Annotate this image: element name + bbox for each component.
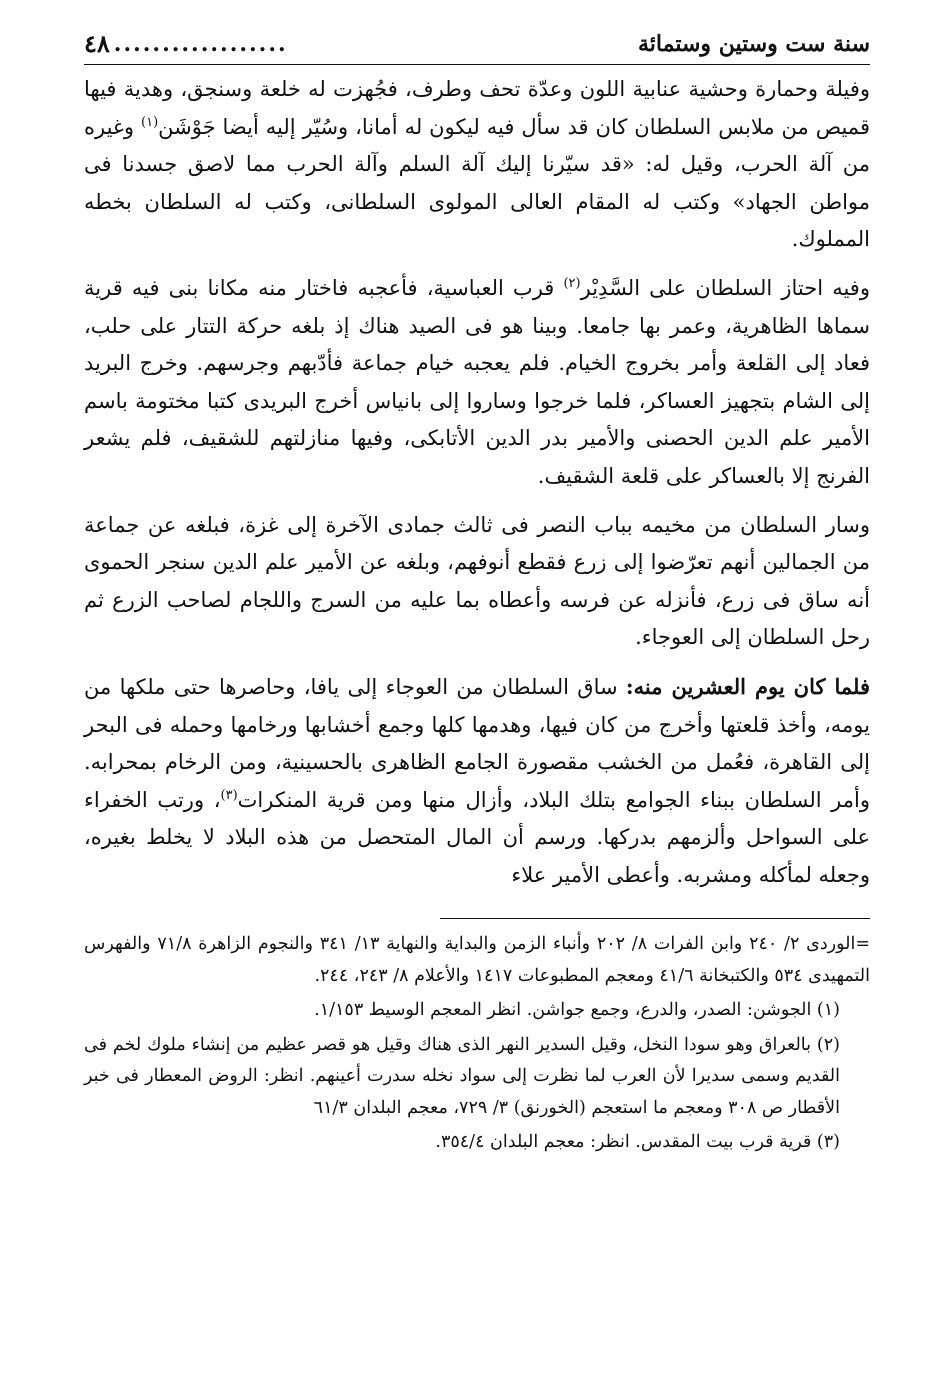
- paragraph-text: وفيه احتاز السلطان على السَّدِيْر: [580, 275, 870, 300]
- footnote-3: (٣) قرية قرب بيت المقدس. انظر: معجم البلدان ٣٥٤/٤.: [435, 1132, 840, 1153]
- leader-dots: ..................: [113, 31, 288, 57]
- paragraph-text: قرب العباسية، فأعجبه فاختار منه مكانا بنى فيه قرية سماها الظاهرية، وعمر بها جامعا. وبينا هو فى الصيد هناك إذ بلغه حركة التتار على حلب، فعاد إلى القلعة وأمر بخروج الخيام. فلم يعجبه خيام جماعة فأدّبهم وجرسهم. وخرج البريد إلى الشام بتجهيز العساكر، فلما خرجوا وساروا إلى بانياس أخرج البريدى كتبا مختومة باسم الأمير علم الدين الحصنى والأمير بدر الدين الأتابكى، وفيها منازلتهم للشقيف، فلم يشعر الفرنج إلا بالعساكر على قلعة الشقيف.: [84, 275, 870, 488]
- footnote-continuation: =الوردى ٢/ ٢٤٠ وابن الفرات ٨/ ٢٠٢ وأنباء الزمن والبداية والنهاية ١٣/ ٣٤١ والنجوم الزاهرة ٧١/٨ والفهرس التمهيدى ٥٣٤ والكتبخانة ٤١/٦ ومعجم المطبوعات ١٤١٧ والأعلام ٨/ ٢٤٣، ٢٤٤.: [84, 934, 871, 986]
- paragraph-text: وفيلة وحمارة وحشية عنابية اللون وعدّة تحف وطرف، فجُهزت له خلعة وسنجق، وهدية فيها قميص من ملابس السلطان كان قد سأل فيه ليكون له أمانا، وسُيّر إليه أيضا جَوْشَن: [84, 77, 870, 139]
- running-title: سنة ست وستين وستمائة: [638, 31, 870, 57]
- page-number: ٤٨: [84, 29, 110, 58]
- footnote-1: (١) الجوشن: الصدر، والدرع، وجمع جواشن. انظر المعجم الوسيط ١/١٥٣.: [314, 1000, 840, 1021]
- book-page: [84, 24, 870, 1162]
- header-page-number-group: [84, 24, 292, 64]
- paragraph-text: وسار السلطان من مخيمه بباب النصر فى ثالث جمادى الآخرة إلى غزة، فبلغه عن جماعة من الجمالين أنهم تعرّضوا إلى زرع فقطع أنوفهم، وبلغه عن الأمير علم الدين سنجر الحموى أنه ساق فى زرع، فأنزله عن فرسه وأعطاه بما عليه من السرج واللجام لصاحب الزرع ثم رحل السلطان إلى العوجاء.: [84, 512, 870, 650]
- paragraph-lead: فلما كان يوم العشرين منه:: [625, 673, 870, 699]
- footnote-marker: (١): [141, 114, 159, 130]
- footnote-marker: (٢): [563, 275, 581, 291]
- footnote-2: (٢) بالعراق وهو سودا النخل، وقيل السدير النهر الذى هناك وقيل هو قصر عظيم من إنشاء ملوك لخم فى القديم وسمى سديرا لأن العرب لما نظرت إلى سواد نخله سدرت أعينهم. انظر: الروض المعطار فى خبر الأقطار ص ٣٠٨ ومعجم ما استعجم (الخورنق) ٣/ ٧٢٩، معجم البلدان ٦١/٣: [84, 1034, 840, 1118]
- footnote-separator: [440, 918, 870, 919]
- footnote-marker: (٣): [220, 787, 238, 803]
- paragraph-text: وغيره من آلة الحرب، وقيل له: «قد سيّرنا إليك آلة السلم وآلة الحرب مما لاصق جسدنا فى مواطن الجهاد» وكتب له المقام العالى المولوى السلطانى، وكتب له السلطان بخطه المملوك.: [84, 114, 870, 252]
- footnotes: [84, 929, 870, 1159]
- paragraph-text: ساق السلطان من العوجاء إلى يافا، وحاصرها حتى ملكها من يومه، وأخذ قلعتها وأخرج من كان فيها، وهدمها كلها وجمع أخشابها ورخامها وحمله فى البحر إلى القاهرة، فعُمل من الخشب مقصورة الجامع الظاهرى بالحسينية، ومن الرخام بمحرابه. وأمر السلطان ببناء الجوامع بتلك البلاد، وأزال منها ومن قرية المنكرات: [84, 674, 870, 812]
- paragraph: [84, 71, 870, 259]
- page-header: [84, 24, 870, 65]
- paragraph-text: ، ورتب الخفراء على السواحل وألزمهم بدركها. ورسم أن المال المتحصل من هذه البلاد لا يخلط بغيره، وجعله لمأكله ومشربه. وأعطى الأمير علاء: [84, 787, 870, 887]
- paragraph: [84, 668, 870, 895]
- main-text: [84, 71, 870, 894]
- paragraph: [84, 270, 870, 496]
- paragraph: [84, 507, 870, 657]
